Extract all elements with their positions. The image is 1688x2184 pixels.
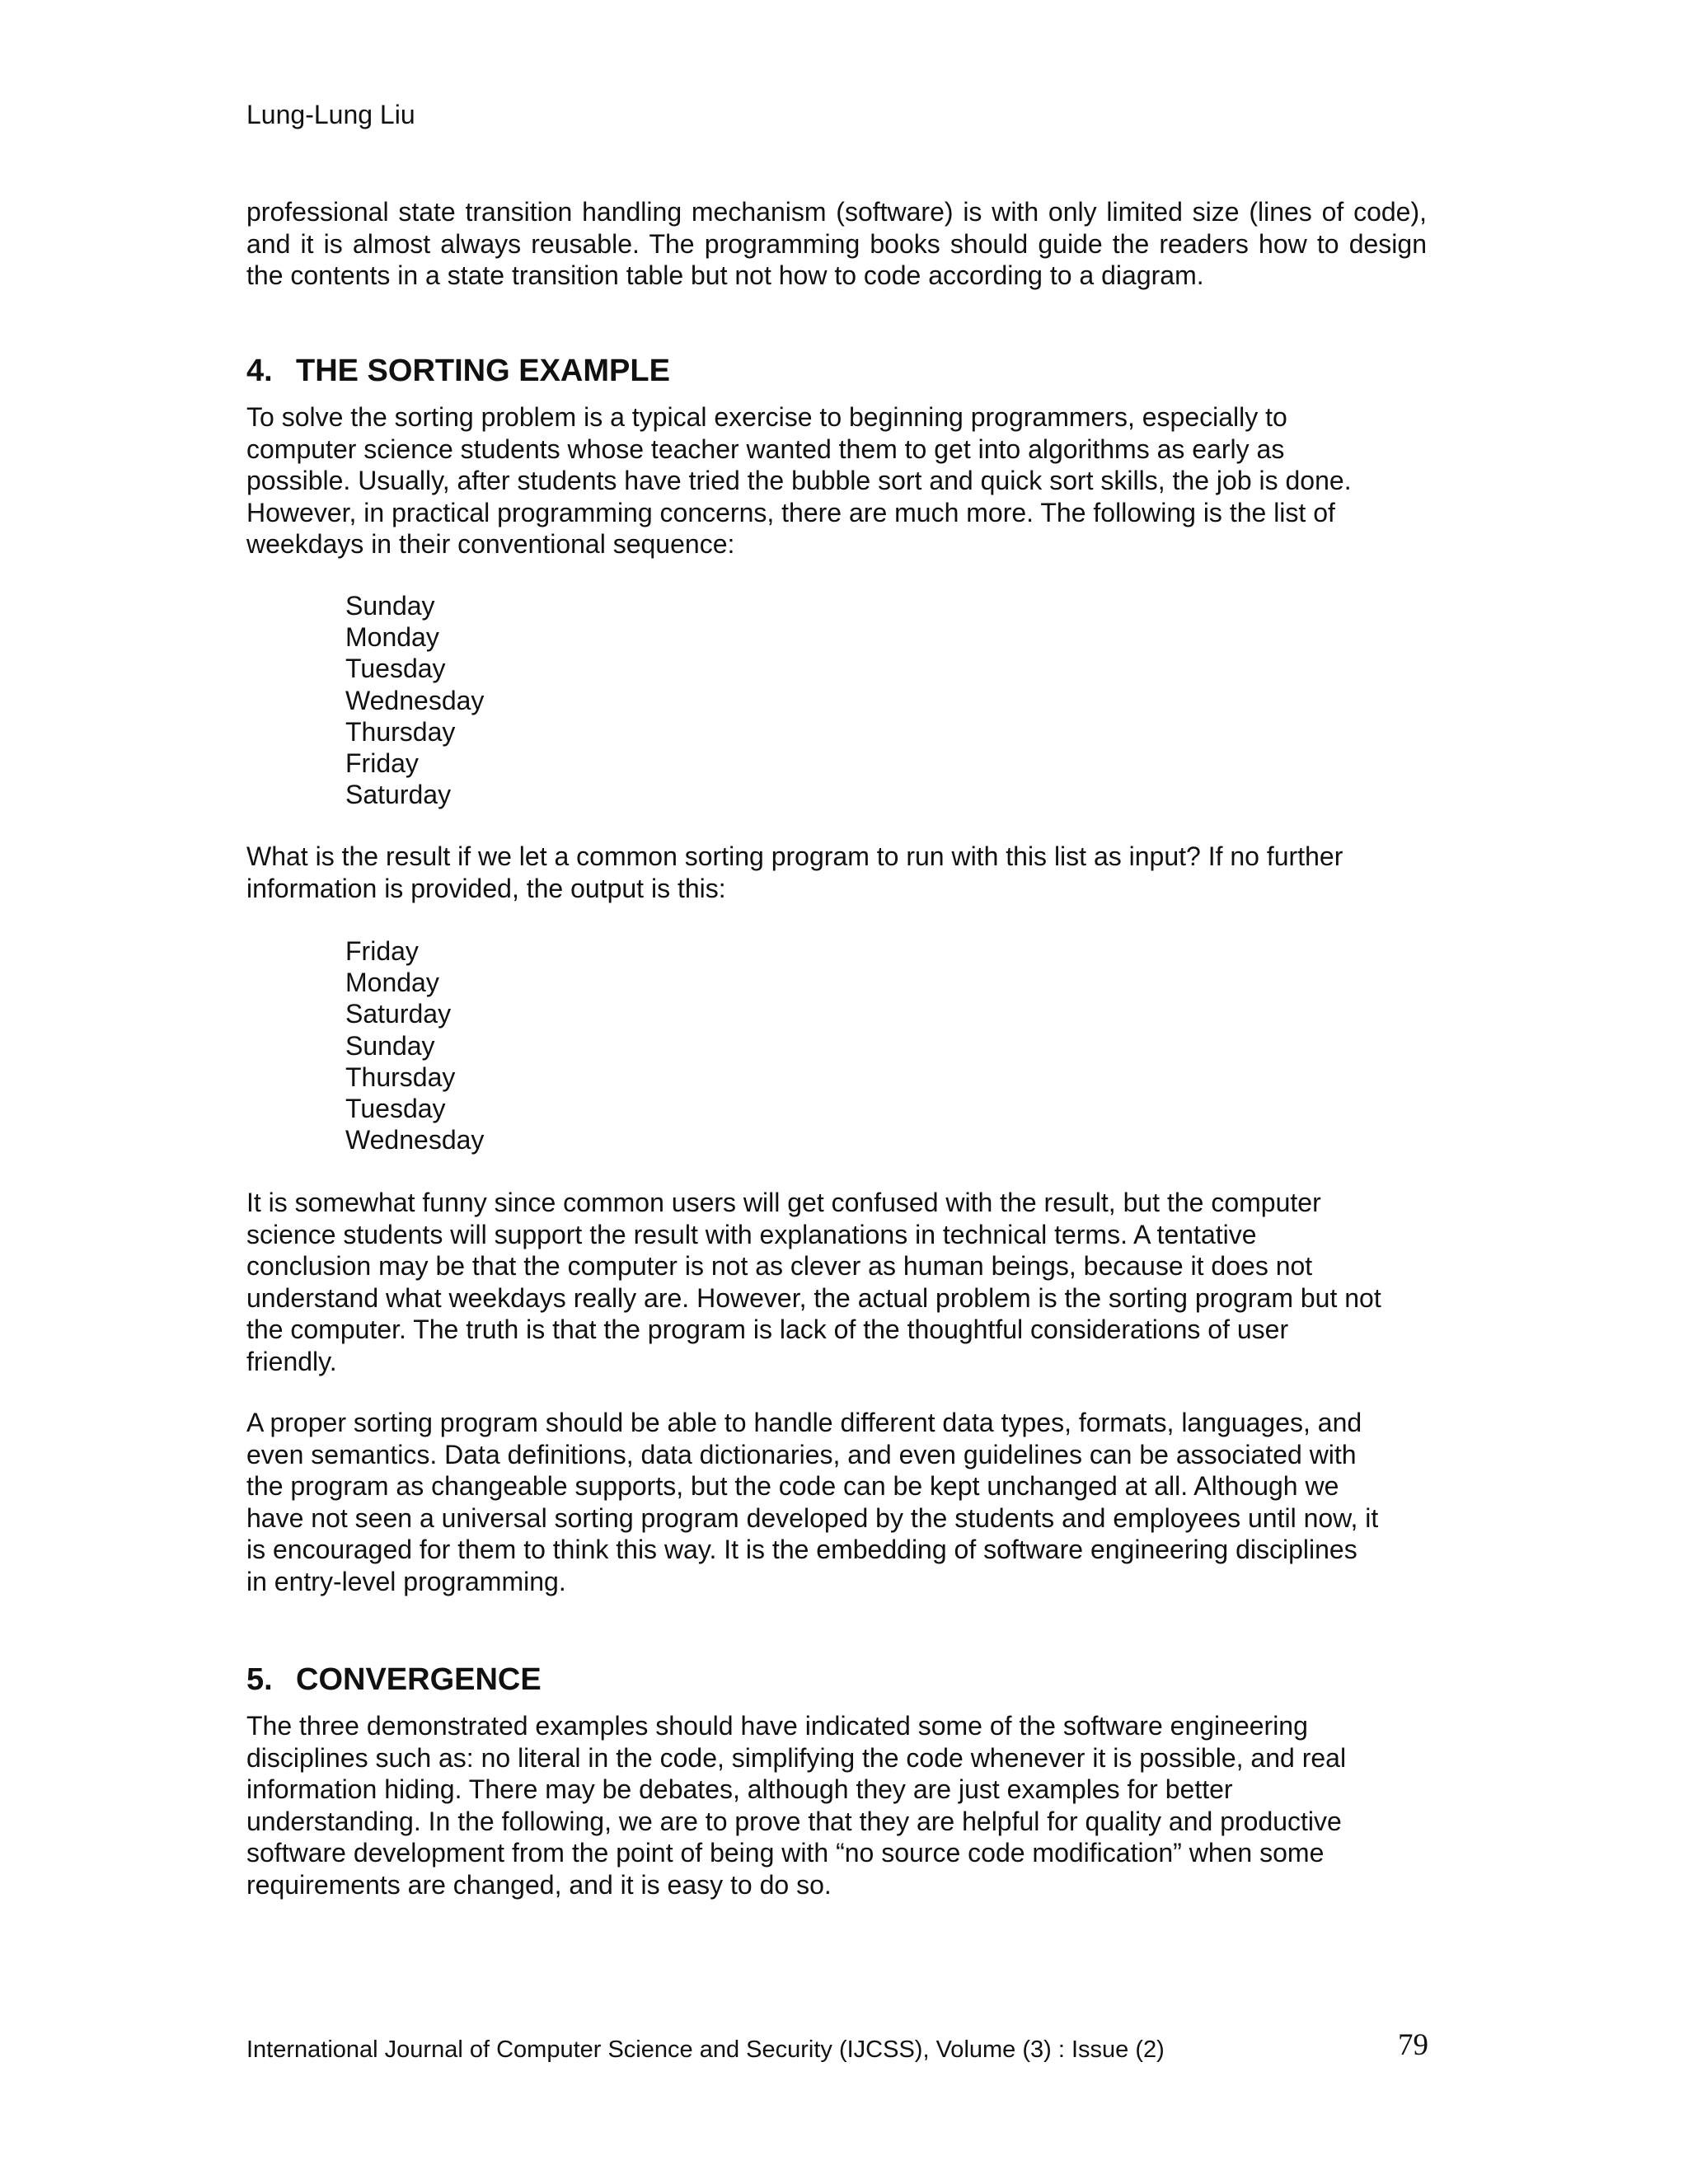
paragraph-line: It is somewhat funny since common users will get confused with the result, but the computer [246,1188,1321,1217]
paragraph-line: weekdays in their conventional sequence: [246,529,735,559]
section-4-paragraph-4 [246,1407,1427,1597]
list-item: Wednesday [345,1125,485,1155]
section-4-paragraph-3 [246,1187,1427,1377]
list-item: Thursday [345,716,456,747]
paragraph-line: To solve the sorting problem is a typical exercise to beginning programmers, especially to [246,402,1287,432]
paragraph-line: software development from the point of being with “no source code modification” when some [246,1838,1325,1868]
list-item: Wednesday [345,685,485,715]
paragraph-line: What is the result if we let a common sorting program to run with this list as input? If no further [246,841,1343,871]
list-item: Saturday [345,780,452,810]
list-item: Tuesday [345,654,446,684]
paragraph-line: friendly. [246,1346,337,1376]
section-4-title: THE SORTING EXAMPLE [296,354,670,388]
paragraph-line: in entry-level programming. [246,1566,566,1596]
weekday-input-list [345,590,484,810]
paragraph-line: understand what weekdays really are. However, the actual problem is the sorting program but not [246,1282,1381,1313]
section-4-paragraph-1 [246,401,1427,560]
list-item: Monday [345,622,439,653]
page-number: 79 [1398,2028,1428,2062]
intro-paragraph-text: professional state transition handling mechanism (software) is with only limited size (lines of code), and it is almost always reusable. The programming books should guide the readers how to design the contents in a state transition table but not how to code according to a diagram. [246,197,1427,290]
list-item: Sunday [345,1030,435,1061]
list-item: Saturday [345,999,452,1029]
paragraph-line: conclusion may be that the computer is not as clever as human beings, because it does not [246,1251,1313,1281]
footer-journal-citation: International Journal of Computer Science and Security (IJCSS), Volume (3) : Issue (2) [246,2036,1165,2063]
paragraph-line: possible. Usually, after students have tried the bubble sort and quick sort skills, the job is done. [246,466,1352,495]
paragraph-line: even semantics. Data definitions, data dictionaries, and even guidelines can be associated with [246,1439,1357,1469]
list-item: Friday [345,936,419,966]
section-5-title: CONVERGENCE [296,1662,542,1697]
paragraph-line: the computer. The truth is that the program is lack of the thoughtful considerations of user [246,1315,1289,1344]
list-item: Tuesday [345,1094,446,1124]
paragraph-line: have not seen a universal sorting program developed by the students and employees until now, it [246,1502,1379,1533]
paragraph-line: information is provided, the output is this: [246,873,726,903]
section-5-paragraph-1 [246,1710,1427,1900]
paragraph-line: However, in practical programming concerns, there are much more. The following is the list of [246,497,1335,527]
paragraph-line: understanding. In the following, we are to prove that they are helpful for quality and productive [246,1806,1342,1836]
paragraph-line: science students will support the result with explanations in technical terms. A tentative [246,1219,1257,1249]
section-4-number: 4. [246,354,273,388]
paragraph-line: The three demonstrated examples should have indicated some of the software engineering [246,1711,1308,1741]
section-5-number: 5. [246,1662,273,1697]
paragraph-line: is encouraged for them to think this way. It is the embedding of software engineering disciplines [246,1535,1357,1564]
intro-paragraph [246,196,1427,292]
section-4-heading [246,353,670,389]
paragraph-line: the program as changeable supports, but the code can be kept unchanged at all. Although we [246,1471,1339,1501]
section-5-heading [246,1661,542,1698]
list-item: Thursday [345,1062,456,1092]
paragraph-line: information hiding. There may be debates, although they are just examples for better [246,1774,1233,1804]
weekday-output-list [345,935,484,1155]
paragraph-line: computer science students whose teacher wanted them to get into algorithms as early as [246,434,1285,464]
section-4-paragraph-2 [246,841,1427,904]
paragraph-line: disciplines such as: no literal in the code, simplifying the code whenever it is possible, and real [246,1742,1347,1773]
list-item: Monday [345,968,439,998]
list-item: Friday [345,748,419,779]
list-item: Sunday [345,591,435,621]
running-header-author: Lung-Lung Liu [246,100,415,129]
paragraph-line: requirements are changed, and it is easy to do so. [246,1869,832,1900]
paragraph-line: A proper sorting program should be able to handle different data types, formats, languages, and [246,1408,1362,1437]
